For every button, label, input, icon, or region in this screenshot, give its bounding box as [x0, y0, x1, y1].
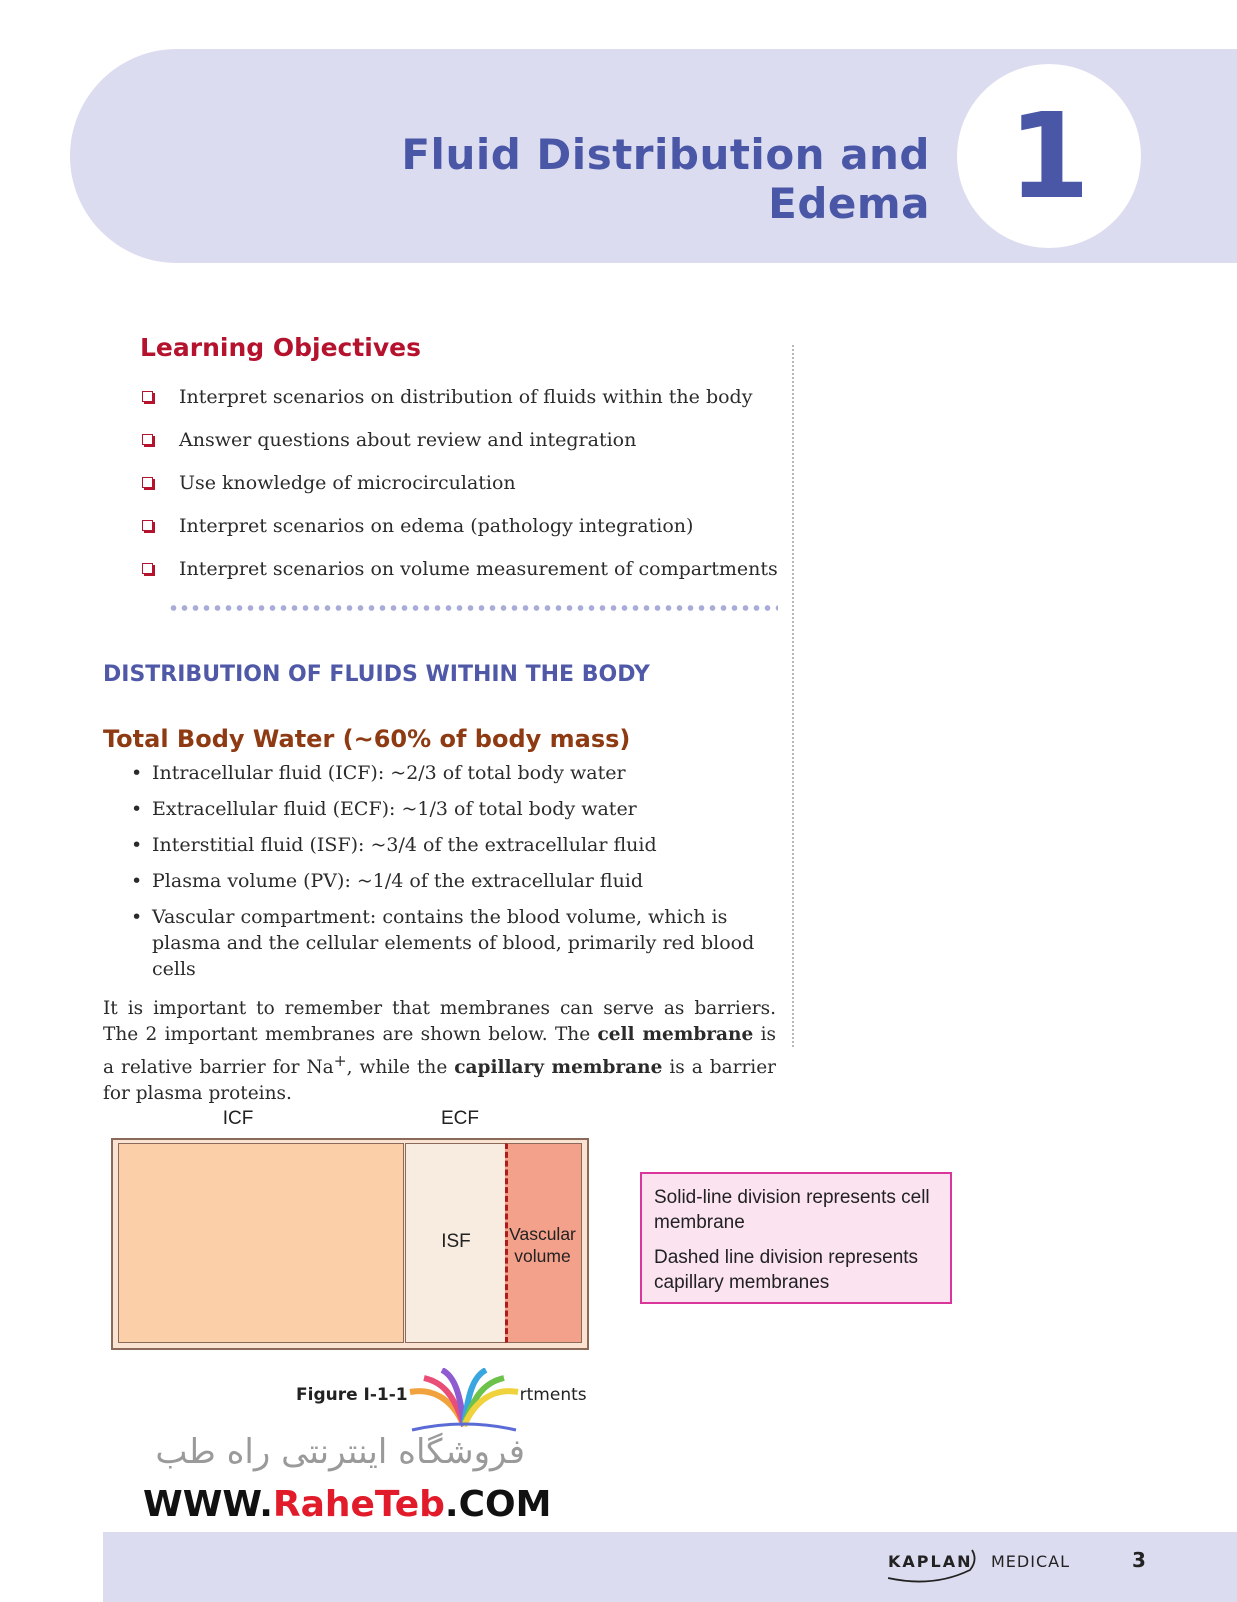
bullet-icon: • [131, 870, 143, 892]
list-item: • Intracellular fluid (ICF): ~2/3 of total body water [131, 762, 626, 784]
publisher-logo-medical: MEDICAL [991, 1552, 1070, 1571]
section-heading: DISTRIBUTION OF FLUIDS WITHIN THE BODY [103, 662, 650, 687]
objective-item: Answer questions about review and integration [140, 425, 778, 468]
checkbox-bullet-icon [142, 434, 153, 445]
watermark-store-name: فروشگاه اینترنتی راه طب [155, 1432, 525, 1472]
bullet-icon: • [131, 798, 143, 820]
list-item: • Interstitial fluid (ISF): ~3/4 of the extracellular fluid [131, 834, 657, 856]
checkbox-bullet-icon [142, 391, 153, 402]
chapter-title: Fluid Distribution and Edema [401, 130, 930, 228]
checkbox-bullet-icon [142, 477, 153, 488]
objective-item: Use knowledge of microcirculation [140, 468, 778, 511]
chapter-number: 1 [1007, 87, 1091, 225]
legend-solid-line: Solid-line division represents cell membrane [654, 1187, 930, 1233]
list-item: • Vascular compartment: contains the blood volume, which is plasma and the cellular elements of blood, primarily red blood cells [131, 906, 755, 980]
checkbox-bullet-icon [142, 563, 153, 574]
page-number: 3 [1132, 1548, 1146, 1572]
objectives-dotted-divider [168, 605, 778, 611]
figure-caption-text: rtments [519, 1385, 587, 1405]
vascular-label-line2: volume [514, 1246, 571, 1266]
figure-caption-number: Figure I-1-1 [296, 1385, 408, 1405]
vascular-compartment [505, 1143, 582, 1343]
publisher-logo-kaplan: KAPLAN [888, 1552, 973, 1571]
objective-item: Interpret scenarios on edema (pathology integration) [140, 511, 778, 554]
figure-legend-box [640, 1172, 952, 1304]
watermark-url: WWW.RaheTeb.COM [143, 1484, 552, 1525]
bullet-icon: • [131, 906, 143, 928]
objective-item: Interpret scenarios on volume measurement of compartments [140, 554, 778, 597]
objective-item: Interpret scenarios on distribution of fluids within the body [140, 382, 778, 425]
ecf-label: ECF [441, 1108, 479, 1129]
checkbox-bullet-icon [142, 520, 153, 531]
term-cell-membrane: cell membrane [597, 1023, 754, 1045]
isf-label: ISF [441, 1231, 471, 1252]
subsection-heading: Total Body Water (~60% of body mass) [103, 725, 631, 753]
bullet-icon: • [131, 834, 143, 856]
list-item: • Plasma volume (PV): ~1/4 of the extracellular fluid [131, 870, 644, 892]
icf-label: ICF [222, 1108, 254, 1129]
legend-dashed-line: Dashed line division represents capillary membranes [654, 1247, 919, 1293]
open-book-logo-icon [402, 1368, 526, 1440]
list-item: • Extracellular fluid (ECF): ~1/3 of total body water [131, 798, 637, 820]
isf-compartment [405, 1143, 506, 1343]
body-water-list [131, 760, 791, 992]
body-compartments-figure [108, 1110, 588, 1350]
vascular-label-line1: Vascular [509, 1224, 576, 1244]
column-divider [792, 345, 794, 1047]
icf-compartment [118, 1143, 404, 1343]
compartment-outer-frame [111, 1138, 589, 1350]
term-capillary-membrane: capillary membrane [454, 1056, 663, 1078]
learning-objectives-list [140, 382, 778, 597]
body-paragraph: It is important to remember that membranes can serve as barriers. The 2 important membranes are shown below. The cell membrane is a relative barrier for Na+, while the capillary membrane is a barrier for plasma proteins. [103, 997, 777, 1104]
learning-objectives-heading: Learning Objectives [140, 333, 421, 362]
bullet-icon: • [131, 762, 143, 784]
